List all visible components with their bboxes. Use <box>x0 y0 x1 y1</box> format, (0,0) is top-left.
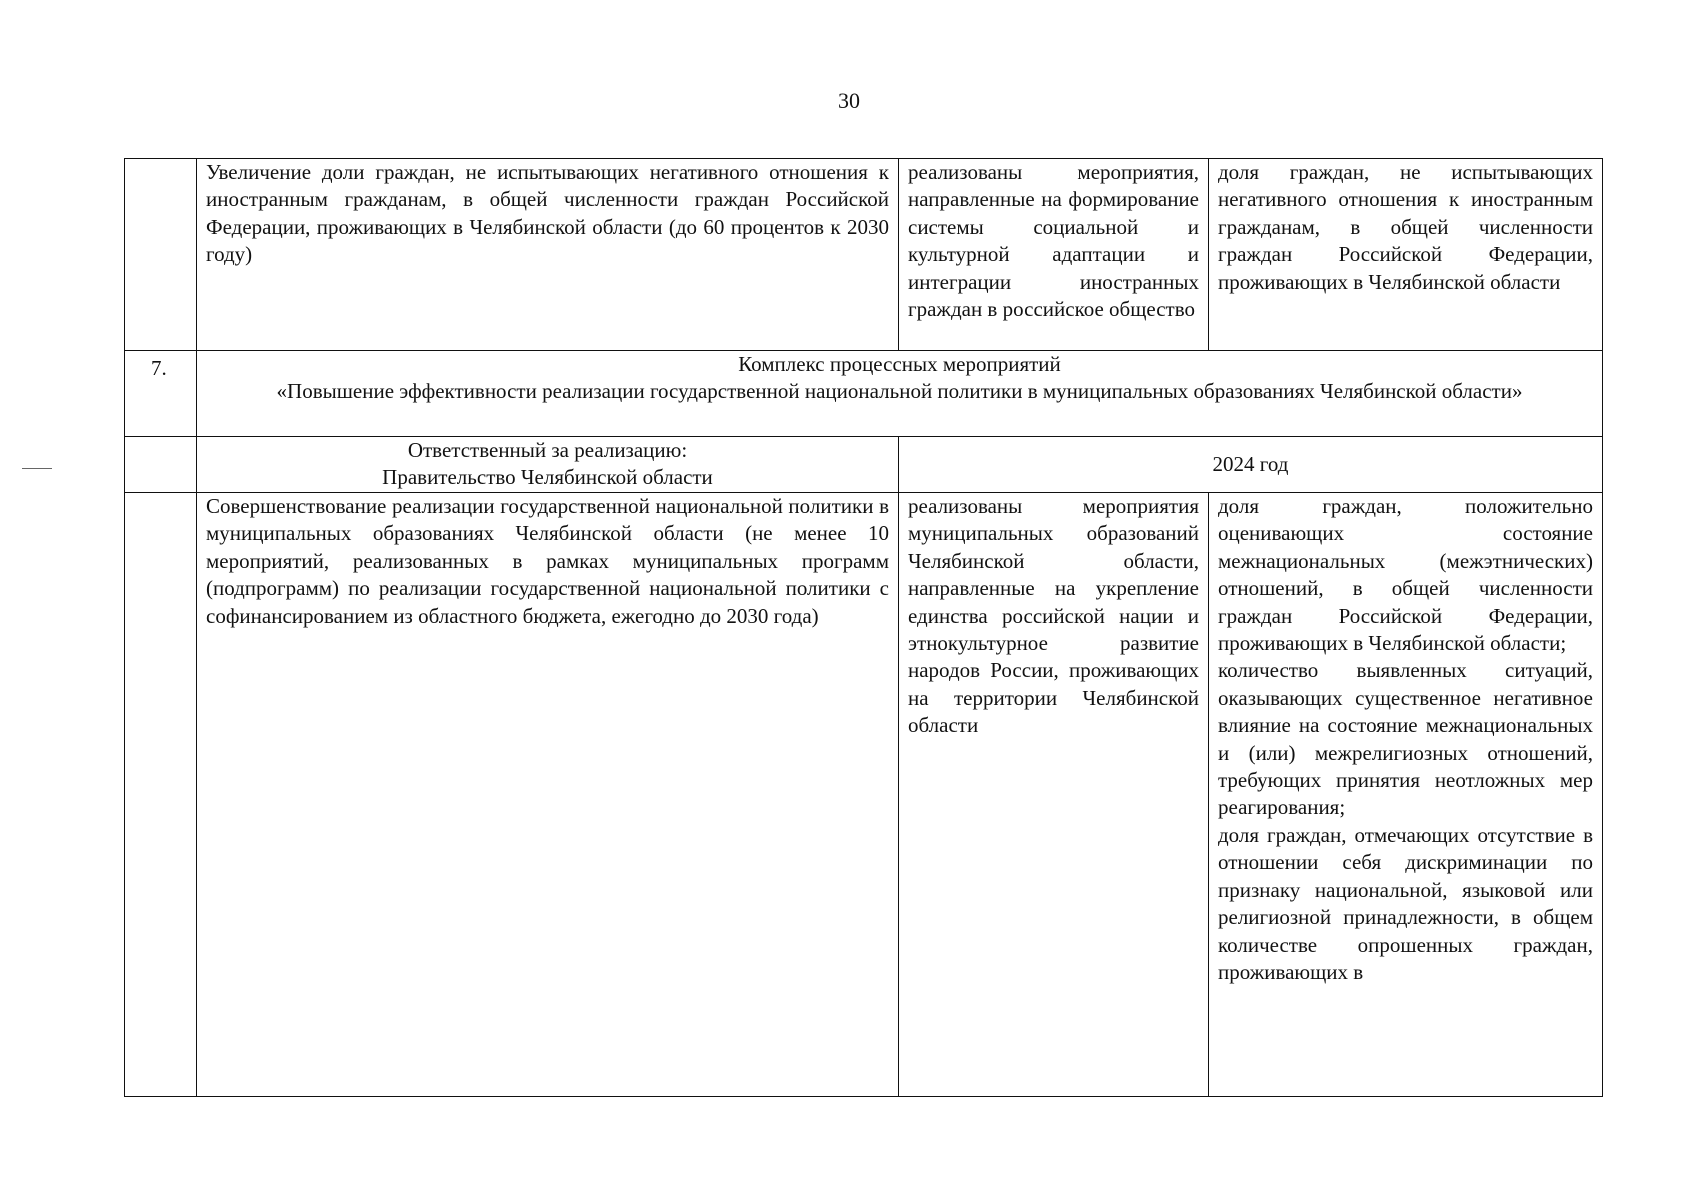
result-cell: реализованы мероприятия, направленные на формирование системы социальной и культурной адаптации и интеграции иностранных граждан в российское общество <box>899 159 1209 351</box>
section-title-cell <box>197 351 1603 437</box>
section-title-line1: Комплекс процессных мероприятий <box>738 352 1061 376</box>
result-cell: реализованы мероприятия муниципальных образований Челябинской области, направленные на укрепление единства российской нации и этнокультурное развитие народов России, проживающих на территории Челябинской области <box>899 493 1209 1097</box>
responsible-cell <box>197 437 899 493</box>
goal-cell: Увеличение доли граждан, не испытывающих негативного отношения к иностранным гражданам, в общей численности граждан Российской Федерации, проживающих в Челябинской области (до 60 процентов к 2030 году) <box>197 159 899 351</box>
row-number-cell <box>125 159 197 351</box>
indicator-item: количество выявленных ситуаций, оказывающих существенное негативное влияние на состояние межнациональных и (или) межрелигиозных отношений, требующих принятия неотложных мер реагирования; <box>1218 658 1593 820</box>
responsible-row <box>125 437 1603 493</box>
section-header-row <box>125 351 1603 437</box>
indicator-cell: доля граждан, не испытывающих негативного отношения к иностранным гражданам, в общей численности граждан Российской Федерации, проживающих в Челябинской области <box>1209 159 1603 351</box>
page-number: 30 <box>838 88 860 113</box>
table-row <box>125 159 1603 351</box>
margin-mark <box>22 468 52 469</box>
goal-cell: Совершенствование реализации государственной национальной политики в муниципальных образованиях Челябинской области (не менее 10 мероприятий, реализованных в рамках муниципальных программ (подпрограмм) по реализации государственной национальной политики с софинансированием из областного бюджета, ежегодно до 2030 года) <box>197 493 899 1097</box>
indicator-item: доля граждан, отмечающих отсутствие в отношении себя дискриминации по признаку национальной, языковой или религиозной принадлежности, в общем количестве опрошенных граждан, проживающих в <box>1218 822 1593 984</box>
section-number: 7. <box>125 351 197 437</box>
responsible-name: Правительство Челябинской области <box>382 465 713 490</box>
row-number-cell <box>125 493 197 1097</box>
table-row <box>125 493 1603 1097</box>
section-title-line2: «Повышение эффективности реализации государственной национальной политики в муниципальных образованиях Челябинской области» <box>276 379 1523 404</box>
year-cell: 2024 год <box>899 437 1603 493</box>
indicator-item: доля граждан, положительно оценивающих состояние межнациональных (межэтнических) отношений, в общей численности граждан Российской Федерации, проживающих в Челябинской области; <box>1218 494 1593 656</box>
program-table <box>124 158 1603 1097</box>
responsible-label: Ответственный за реализацию: <box>407 438 688 462</box>
row-number-cell <box>125 437 197 493</box>
indicator-cell <box>1209 493 1603 1097</box>
